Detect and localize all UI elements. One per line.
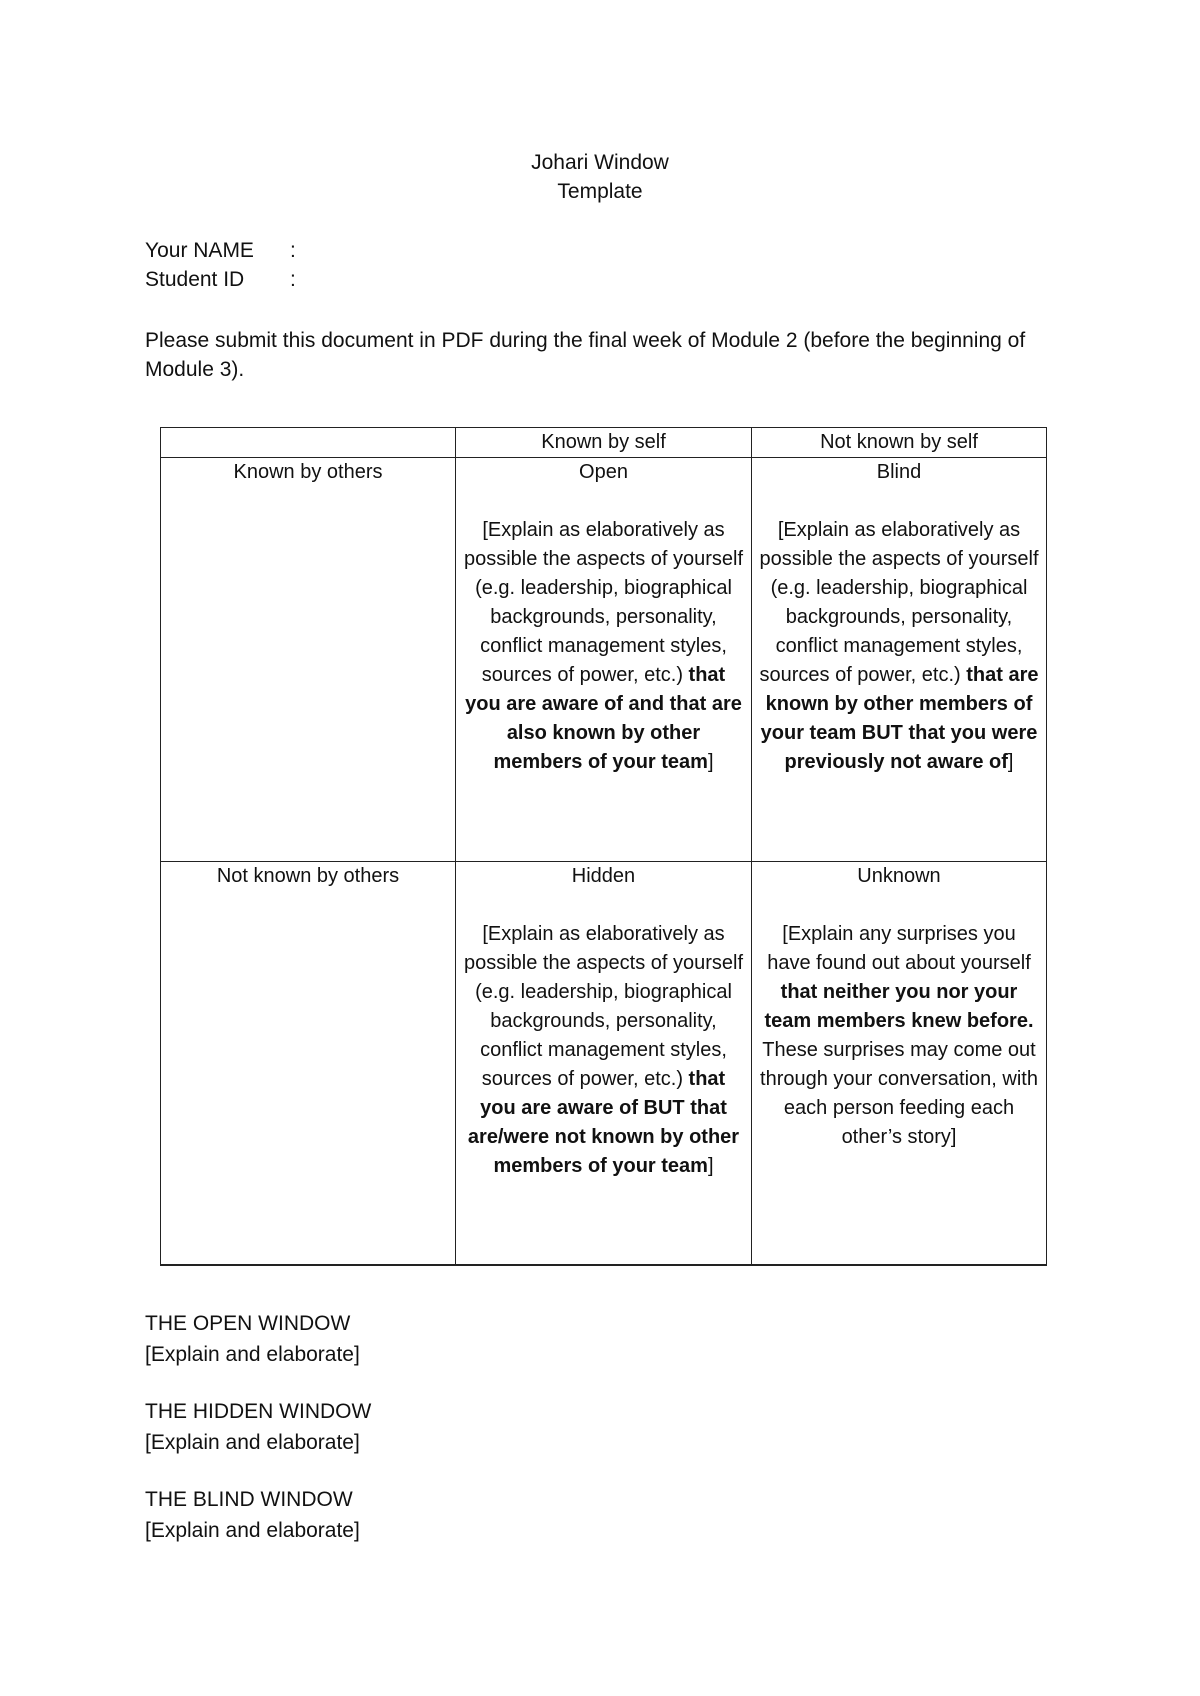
cell-open-body <box>462 516 745 777</box>
section-body: [Explain and elaborate] <box>145 1343 360 1366</box>
cell-unknown <box>752 862 1047 1266</box>
section-heading: THE HIDDEN WINDOW <box>145 1400 372 1423</box>
cell-unknown-title: Unknown <box>857 865 941 887</box>
cell-blind-text: [Explain as elaboratively as possible the aspects of yourself (e.g. leadership, biographical backgrounds, personality, conflict management styles, sources of power, etc.) <box>759 519 1039 686</box>
student-id-colon: : <box>290 268 296 291</box>
table-row <box>161 862 1047 1266</box>
window-sections <box>145 1308 371 1572</box>
cell-hidden-end: ] <box>707 1155 714 1177</box>
table-header-row <box>161 428 1047 458</box>
cell-open-title: Open <box>579 461 628 483</box>
section-hidden-window <box>145 1396 371 1458</box>
section-open-window <box>145 1308 371 1370</box>
student-id-label: Student ID <box>145 268 245 291</box>
col-header-not-known-by-self: Not known by self <box>752 428 1047 458</box>
col-header-known-by-self: Known by self <box>456 428 752 458</box>
section-body: [Explain and elaborate] <box>145 1519 360 1542</box>
section-blind-window <box>145 1484 371 1546</box>
table-corner-cell <box>161 428 456 458</box>
name-label: Your NAME <box>145 239 254 262</box>
cell-open-emphasis: that you are aware of and that are also known by other members of your team <box>465 664 742 773</box>
cell-open-text: [Explain as elaboratively as possible the aspects of yourself (e.g. leadership, biographical backgrounds, personality, conflict management styles, sources of power, etc.) <box>463 519 744 686</box>
cell-blind-end: ] <box>1007 751 1014 773</box>
cell-hidden-emphasis: that you are aware of BUT that are/were not known by other members of your team <box>467 1068 740 1177</box>
document-title: Johari Window <box>531 151 669 174</box>
name-colon: : <box>290 239 296 262</box>
cell-hidden-title: Hidden <box>571 865 636 887</box>
cell-unknown-text: [Explain any surprises you have found out about yourself <box>767 923 1031 974</box>
section-body: [Explain and elaborate] <box>145 1431 360 1454</box>
cell-hidden-body <box>462 920 745 1181</box>
table-row <box>161 458 1047 862</box>
document-subtitle: Template <box>557 180 643 203</box>
title-block <box>0 148 1200 206</box>
cell-open-end: ] <box>707 751 714 773</box>
section-heading: THE OPEN WINDOW <box>145 1312 351 1335</box>
submission-instructions: Please submit this document in PDF during the final week of Module 2 (before the beginning of Module 3). <box>145 329 1026 381</box>
section-heading: THE BLIND WINDOW <box>145 1488 353 1511</box>
row-header-known-by-others: Known by others <box>161 458 456 862</box>
name-row <box>145 236 310 265</box>
cell-open <box>456 458 752 862</box>
student-id-row <box>145 265 310 294</box>
cell-blind-emphasis: that are known by other members of your team BUT that you were previously not aware of <box>760 664 1039 773</box>
cell-unknown-emphasis: that neither you nor your team members knew before. <box>764 981 1034 1032</box>
row-header-not-known-by-others: Not known by others <box>161 862 456 1266</box>
cell-blind-body <box>758 516 1040 777</box>
cell-unknown-end: These surprises may come out through your conversation, with each person feeding each other’s story] <box>760 1039 1038 1148</box>
cell-hidden <box>456 862 752 1266</box>
cell-hidden-text: [Explain as elaboratively as possible the aspects of yourself (e.g. leadership, biographical backgrounds, personality, conflict management styles, sources of power, etc.) <box>463 923 744 1090</box>
cell-blind-title: Blind <box>876 461 922 483</box>
cell-unknown-body <box>758 920 1040 1152</box>
cell-blind <box>752 458 1047 862</box>
identity-block <box>145 236 310 294</box>
johari-window-table <box>160 427 1047 1266</box>
